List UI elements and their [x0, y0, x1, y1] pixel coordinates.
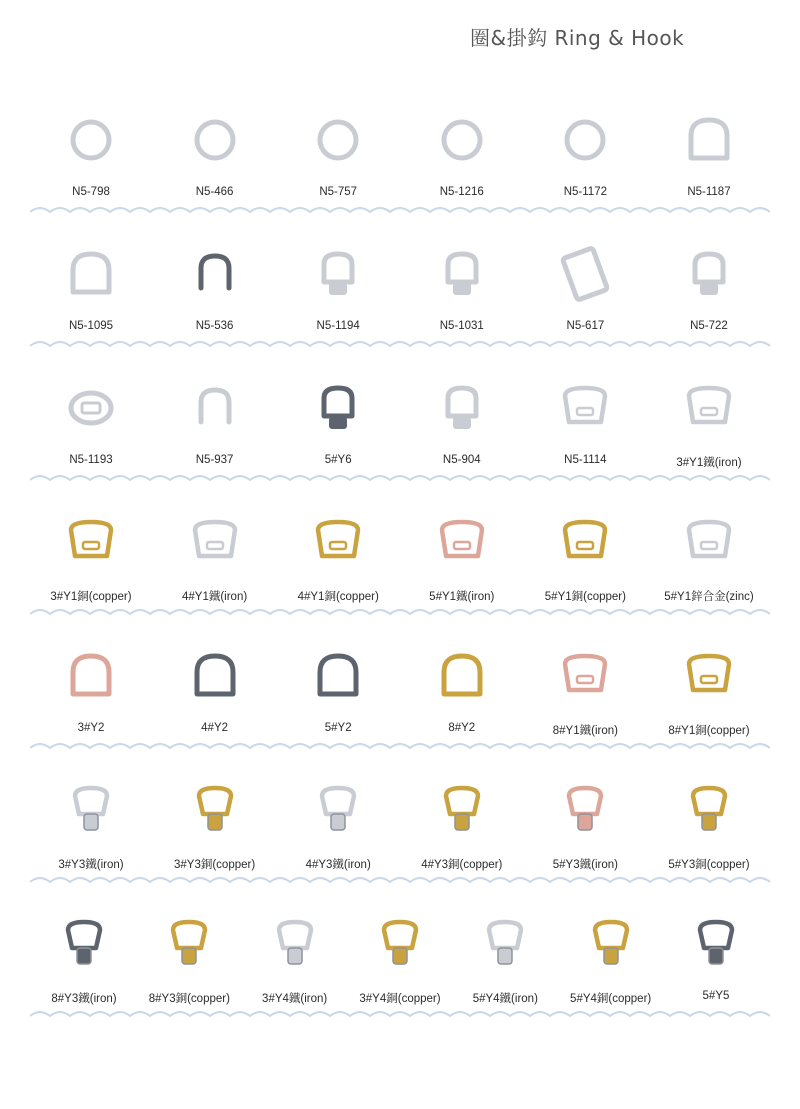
- catalog-row-items: [30, 636, 770, 744]
- catalog-item: [36, 770, 146, 878]
- page-title: 圈&掛鈎 Ring & Hook: [470, 26, 685, 50]
- tab-ring-icon: [555, 378, 615, 438]
- catalog-item: [407, 368, 517, 476]
- hook-icon: [308, 378, 368, 438]
- catalog-item-label: N5-937: [195, 454, 234, 466]
- tab-ring-icon: [555, 512, 615, 572]
- hook-icon: [432, 378, 492, 438]
- wave-divider: [30, 472, 770, 482]
- wave-divider: [30, 338, 770, 348]
- catalog-item-label: 5#Y6: [324, 454, 352, 466]
- tab-ring-icon: [555, 646, 615, 706]
- catalog-item-label: 5#Y3銅(copper): [668, 859, 750, 871]
- catalog-item-label: N5-904: [442, 454, 481, 466]
- catalog-item: [530, 100, 640, 208]
- catalog-item-label: 5#Y4鐵(iron): [472, 993, 538, 1005]
- catalog-item-label: N5-1095: [68, 320, 114, 332]
- pull-hook-icon: [61, 780, 121, 840]
- catalog-row: [30, 234, 770, 368]
- catalog-item-label: 8#Y3銅(copper): [148, 993, 230, 1005]
- ring-icon: [185, 110, 245, 170]
- catalog-item: [563, 904, 659, 1012]
- catalog-item: [36, 368, 146, 476]
- catalog-item-label: 3#Y1銅(copper): [50, 591, 132, 603]
- catalog-item-label: N5-1216: [439, 186, 484, 198]
- ring-icon: [555, 110, 615, 170]
- d-ring-icon: [432, 646, 492, 706]
- catalog-item: [36, 636, 146, 744]
- catalog-item-label: N5-1187: [687, 186, 731, 198]
- pull-hook-icon: [679, 780, 739, 840]
- catalog-item-label: 3#Y3銅(copper): [174, 859, 256, 871]
- catalog-row: [30, 100, 770, 234]
- catalog-item-label: 5#Y5: [702, 990, 730, 1002]
- d-ring-icon: [679, 110, 739, 170]
- wave-divider: [30, 606, 770, 616]
- catalog-item-label: 3#Y3鐵(iron): [58, 859, 124, 871]
- catalog-row-items: [30, 234, 770, 342]
- catalog-item: [530, 368, 640, 476]
- d-ring-icon: [185, 646, 245, 706]
- catalog-item-label: 8#Y1鐵(iron): [552, 725, 618, 737]
- catalog-item: [457, 904, 553, 1012]
- catalog-item: [654, 502, 764, 610]
- tab-ring-icon: [679, 378, 739, 438]
- catalog-item-label: N5-1114: [564, 454, 607, 466]
- wave-divider: [30, 1008, 770, 1018]
- d-ring-icon: [61, 646, 121, 706]
- catalog-item-label: 8#Y1銅(copper): [668, 725, 750, 737]
- catalog-row-items: [30, 904, 770, 1012]
- catalog-item: [668, 904, 764, 1012]
- catalog-row-items: [30, 502, 770, 610]
- catalog-item: [530, 502, 640, 610]
- catalog-item: [160, 502, 270, 610]
- catalog-row: [30, 368, 770, 502]
- catalog-item-label: 3#Y4銅(copper): [359, 993, 441, 1005]
- catalog-item-label: 4#Y3銅(copper): [421, 859, 503, 871]
- catalog-item-label: N5-722: [690, 320, 728, 332]
- hook-icon: [432, 244, 492, 304]
- tab-ring-icon: [308, 512, 368, 572]
- catalog-item: [36, 234, 146, 342]
- tab-ring-icon: [432, 512, 492, 572]
- hook-icon: [679, 244, 739, 304]
- catalog-item: [530, 770, 640, 878]
- catalog-item: [283, 234, 393, 342]
- catalog-item: [283, 770, 393, 878]
- catalog-item: [36, 502, 146, 610]
- catalog-item: [407, 502, 517, 610]
- pull-hook-icon: [54, 914, 114, 974]
- catalog-item-label: 5#Y1銅(copper): [544, 591, 626, 603]
- catalog-item-label: N5-1172: [563, 186, 607, 198]
- pull-hook-icon: [159, 914, 219, 974]
- hook-icon: [308, 244, 368, 304]
- wave-divider: [30, 874, 770, 884]
- catalog-item-label: 5#Y2: [324, 722, 352, 734]
- catalog-item-label: 4#Y2: [201, 722, 229, 734]
- tab-ring-icon: [61, 512, 121, 572]
- catalog-item: [247, 904, 343, 1012]
- catalog-item: [530, 234, 640, 342]
- catalog-item: [654, 636, 764, 744]
- catalog-item-label: N5-466: [195, 186, 234, 198]
- catalog-item: [141, 904, 237, 1012]
- catalog-item: [530, 636, 640, 744]
- ring-icon: [432, 110, 492, 170]
- catalog-item-label: 3#Y4鐵(iron): [262, 993, 328, 1005]
- catalog-item: [160, 234, 270, 342]
- tab-ring-icon: [679, 512, 739, 572]
- catalog-item-label: N5-1194: [316, 320, 360, 332]
- ring-icon: [308, 110, 368, 170]
- pull-hook-icon: [370, 914, 430, 974]
- catalog-row: [30, 904, 770, 1038]
- catalog-item: [283, 368, 393, 476]
- catalog-item: [36, 100, 146, 208]
- catalog-item: [407, 234, 517, 342]
- pull-hook-icon: [475, 914, 535, 974]
- catalog-item: [283, 636, 393, 744]
- catalog-item-label: 4#Y3鐵(iron): [305, 859, 371, 871]
- wave-divider: [30, 204, 770, 214]
- clip-icon: [185, 378, 245, 438]
- catalog-item-label: N5-617: [566, 320, 605, 332]
- oval-ring-icon: [61, 378, 121, 438]
- catalog-item-label: 5#Y1鐵(iron): [429, 591, 495, 603]
- catalog-item: [283, 100, 393, 208]
- catalog-item: [352, 904, 448, 1012]
- catalog-item: [36, 904, 132, 1012]
- catalog-row: [30, 636, 770, 770]
- pull-hook-icon: [555, 780, 615, 840]
- catalog-item-label: 3#Y1鐵(iron): [676, 457, 742, 469]
- catalog-item-label: N5-798: [72, 186, 110, 198]
- tab-ring-icon: [679, 646, 739, 706]
- catalog-item: [160, 368, 270, 476]
- catalog-item: [654, 368, 764, 476]
- catalog-item-label: 8#Y2: [448, 722, 476, 734]
- catalog-item: [160, 636, 270, 744]
- catalog-row-items: [30, 368, 770, 476]
- catalog-item-label: N5-1031: [439, 320, 484, 332]
- catalog-item: [654, 234, 764, 342]
- wave-divider: [30, 740, 770, 750]
- rect-ring-icon: [555, 244, 615, 304]
- catalog-item: [407, 770, 517, 878]
- ring-icon: [61, 110, 121, 170]
- catalog-item: [654, 770, 764, 878]
- catalog-item-label: 4#Y1鐵(iron): [181, 591, 248, 603]
- catalog-row-items: [30, 100, 770, 208]
- catalog-item-label: N5-757: [319, 186, 358, 198]
- catalog-item-label: 3#Y2: [77, 722, 105, 734]
- catalog-item: [283, 502, 393, 610]
- catalog-item-label: 5#Y1鋅合金(zinc): [664, 591, 754, 603]
- catalog-row-items: [30, 770, 770, 878]
- d-ring-icon: [308, 646, 368, 706]
- catalog-item: [407, 636, 517, 744]
- catalog-item-label: 4#Y1銅(copper): [297, 591, 379, 603]
- pull-hook-icon: [308, 780, 368, 840]
- pull-hook-icon: [265, 914, 325, 974]
- catalog-item-label: 5#Y4銅(copper): [570, 993, 652, 1005]
- catalog-item-label: N5-1193: [69, 454, 113, 466]
- pull-hook-icon: [432, 780, 492, 840]
- catalog-item: [407, 100, 517, 208]
- clip-icon: [185, 244, 245, 304]
- pull-hook-icon: [686, 914, 746, 974]
- catalog-grid: [30, 100, 770, 1038]
- catalog-item: [160, 100, 270, 208]
- catalog-item-label: N5-536: [195, 320, 234, 332]
- d-ring-icon: [61, 244, 121, 304]
- catalog-item-label: 8#Y3鐵(iron): [51, 993, 117, 1005]
- catalog-item-label: 5#Y3鐵(iron): [552, 859, 618, 871]
- catalog-item: [160, 770, 270, 878]
- catalog-item: [654, 100, 764, 208]
- tab-ring-icon: [185, 512, 245, 572]
- pull-hook-icon: [581, 914, 641, 974]
- catalog-row: [30, 502, 770, 636]
- catalog-row: [30, 770, 770, 904]
- pull-hook-icon: [185, 780, 245, 840]
